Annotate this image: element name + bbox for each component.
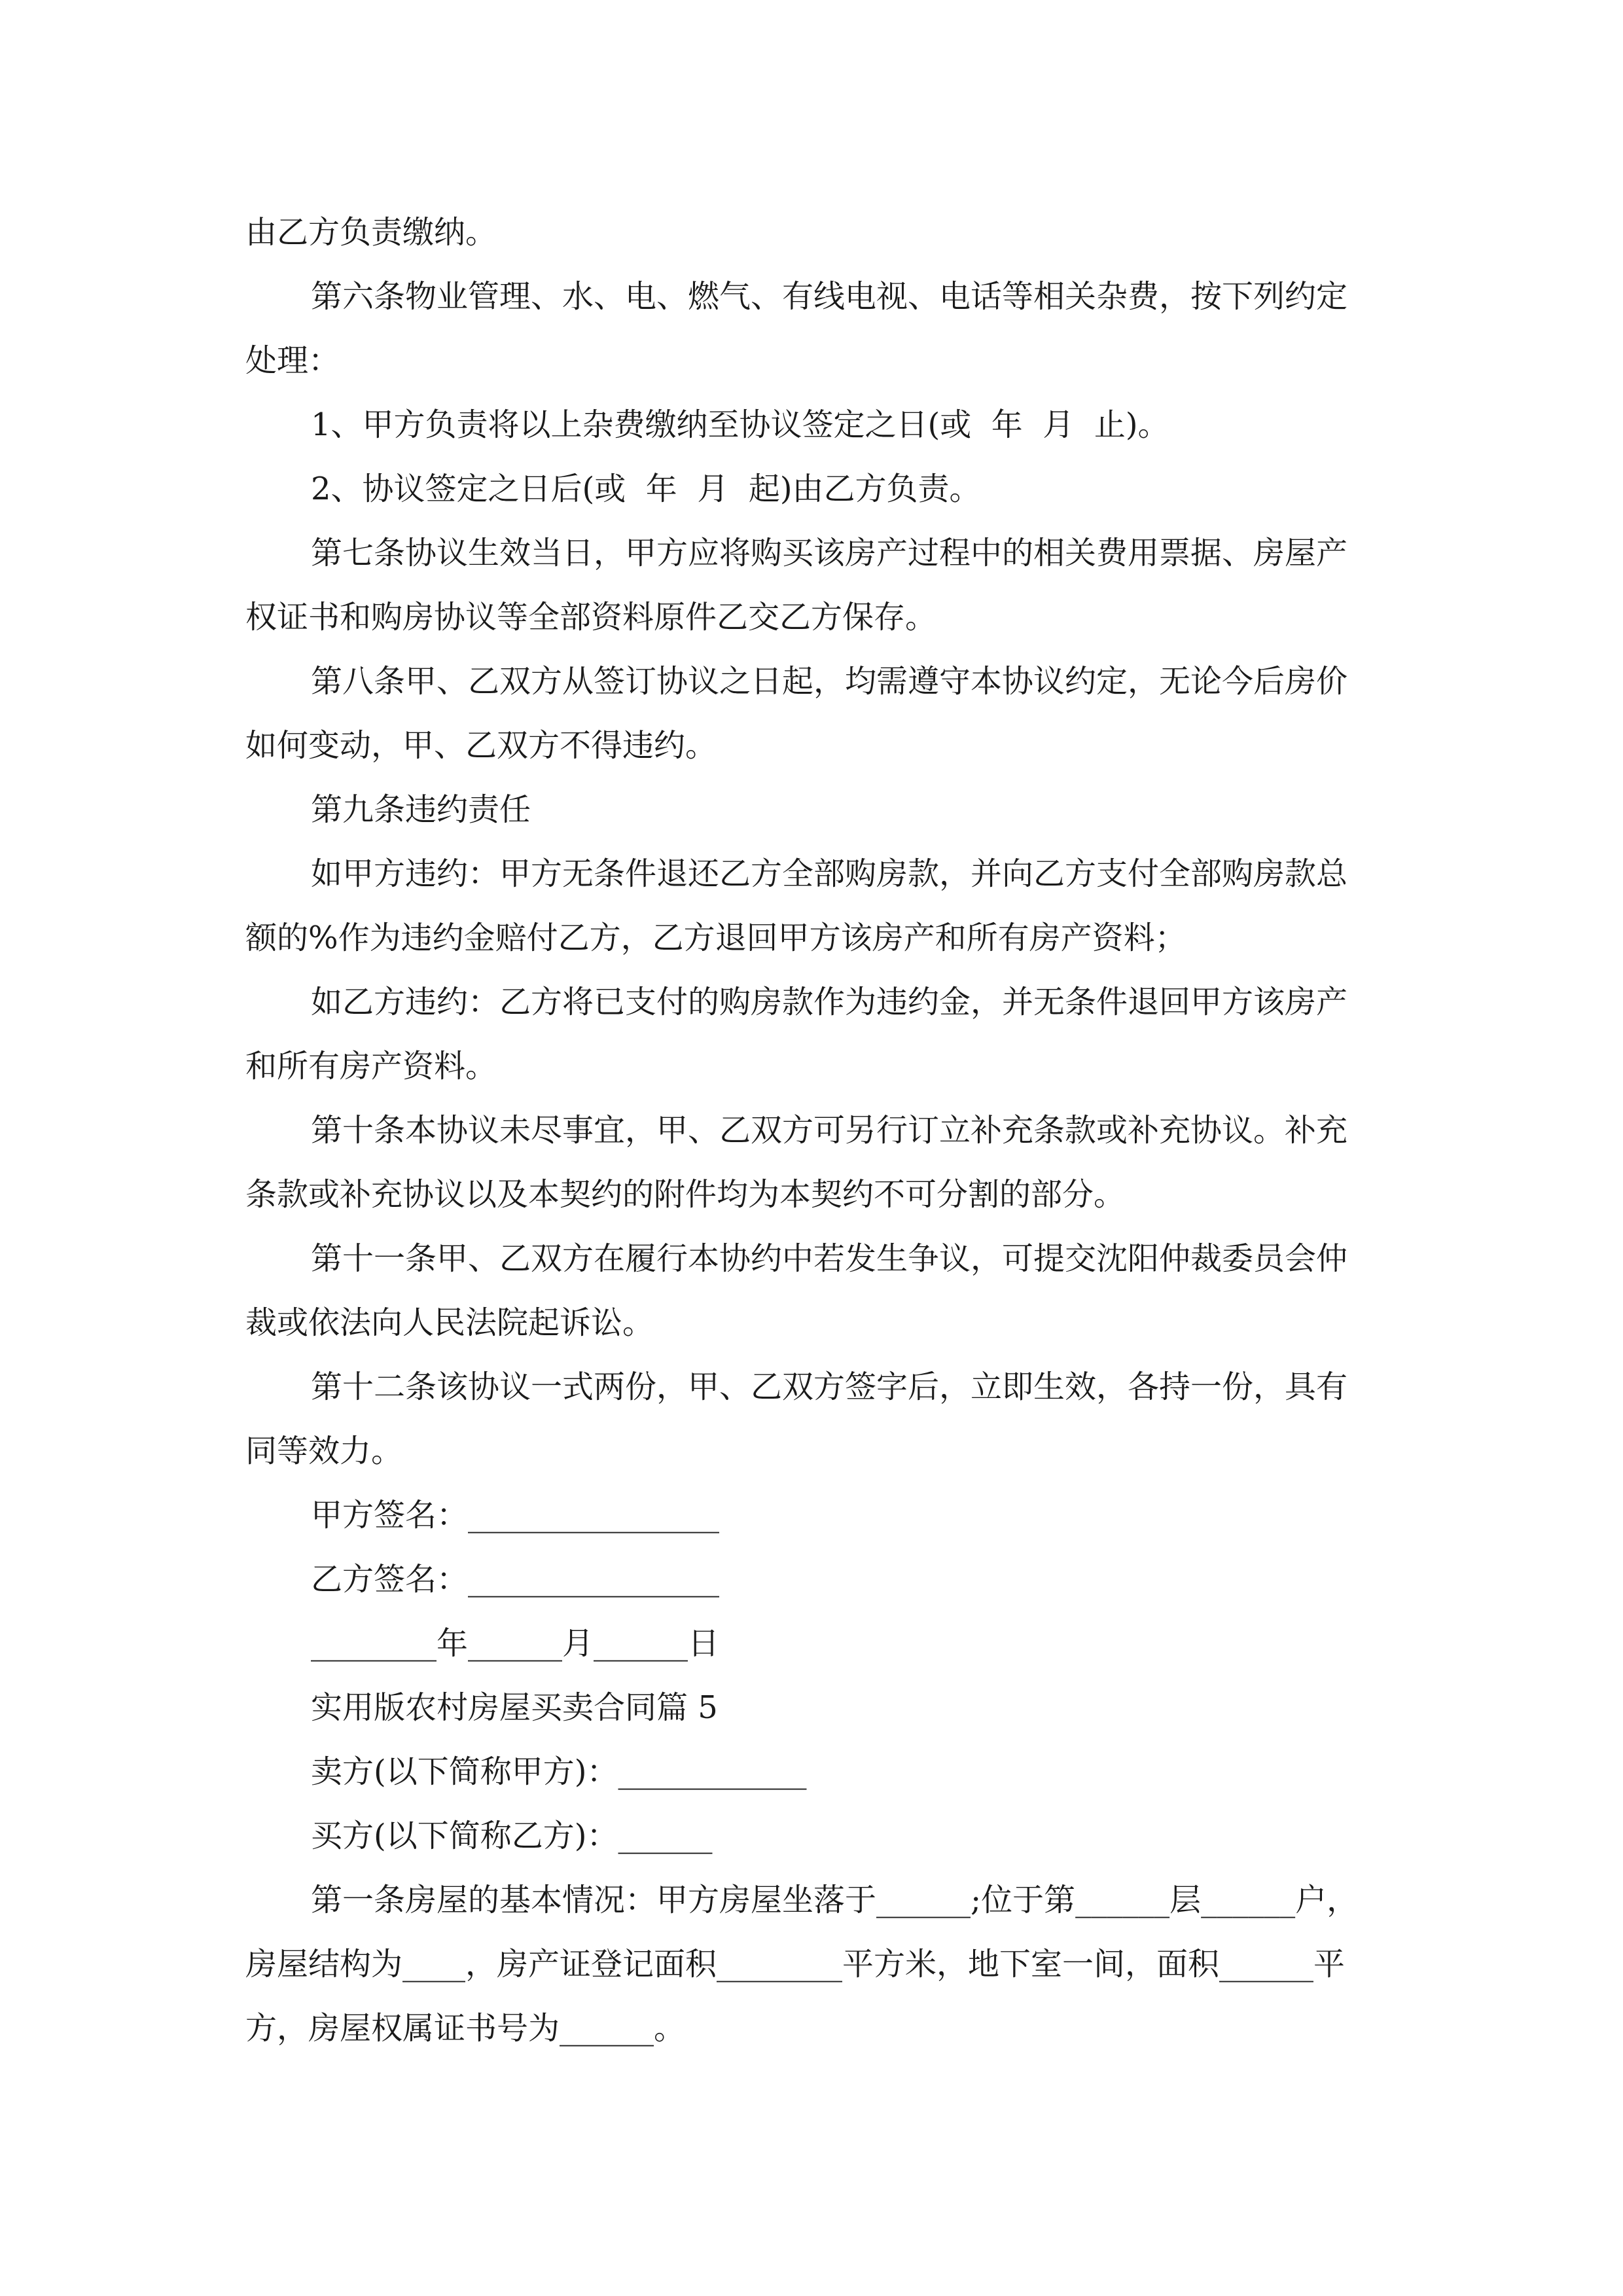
text-line: 第九条违约责任 (311, 791, 531, 828)
text-line: 1、甲方负责将以上杂费缴纳至协议签定之日(或 年 月 止)。 (311, 406, 1169, 443)
text-line: 和所有房产资料。 (245, 1048, 497, 1085)
text-line: 方，房屋权属证书号为______。 (245, 2010, 686, 2047)
text-line: 2、协议签定之日后(或 年 月 起)由乙方负责。 (311, 471, 981, 507)
text-line: 第十一条甲、乙双方在履行本协约中若发生争议，可提交沈阳仲裁委员会仲 (311, 1240, 1348, 1277)
text-line: 房屋结构为____，房产证登记面积________平方米，地下室一间，面积______平 (245, 1946, 1346, 1982)
text-line: 条款或补充协议以及本契约的附件均为本契约不可分割的部分。 (245, 1176, 1126, 1213)
text-line: 第一条房屋的基本情况：甲方房屋坐落于______;位于第______层______户， (311, 1882, 1359, 1918)
text-line: 第十二条该协议一式两份，甲、乙双方签字后，立即生效，各持一份，具有 (311, 1369, 1348, 1405)
seller-line: 卖方(以下简称甲方)：____________ (311, 1753, 807, 1790)
signature-line-party-a: 甲方签名：________________ (311, 1497, 720, 1534)
text-line: 第十条本协议未尽事宜，甲、乙双方可另行订立补充条款或补充协议。补充 (311, 1112, 1348, 1149)
text-line: 如何变动，甲、乙双方不得违约。 (245, 727, 717, 764)
text-line: 如乙方违约：乙方将已支付的购房款作为违约金，并无条件退回甲方该房产 (311, 984, 1348, 1020)
text-line: 第六条物业管理、水、电、燃气、有线电视、电话等相关杂费，按下列约定 (311, 278, 1348, 315)
text-line: 同等效力。 (245, 1433, 403, 1469)
text-line: 裁或依法向人民法院起诉讼。 (245, 1304, 654, 1341)
signature-line-party-b: 乙方签名：________________ (311, 1561, 720, 1598)
text-line: 如甲方违约：甲方无条件退还乙方全部购房款，并向乙方支付全部购房款总 (311, 855, 1348, 892)
text-line: 第八条甲、乙双方从签订协议之日起，均需遵守本协议约定，无论今后房价 (311, 663, 1348, 700)
document-body (245, 200, 1378, 2060)
text-line: 由乙方负责缴纳。 (245, 214, 497, 251)
text-line: 第七条协议生效当日，甲方应将购买该房产过程中的相关费用票据、房屋产 (311, 535, 1348, 571)
text-line: 处理： (245, 342, 340, 379)
section-heading: 实用版农村房屋买卖合同篇 5 (311, 1689, 718, 1726)
date-line: ________年______月______日 (311, 1625, 720, 1662)
text-line: 额的%作为违约金赔付乙方，乙方退回甲方该房产和所有房产资料； (245, 920, 1186, 956)
text-line: 权证书和购房协议等全部资料原件乙交乙方保存。 (245, 599, 937, 636)
buyer-line: 买方(以下简称乙方)：______ (311, 1818, 713, 1854)
